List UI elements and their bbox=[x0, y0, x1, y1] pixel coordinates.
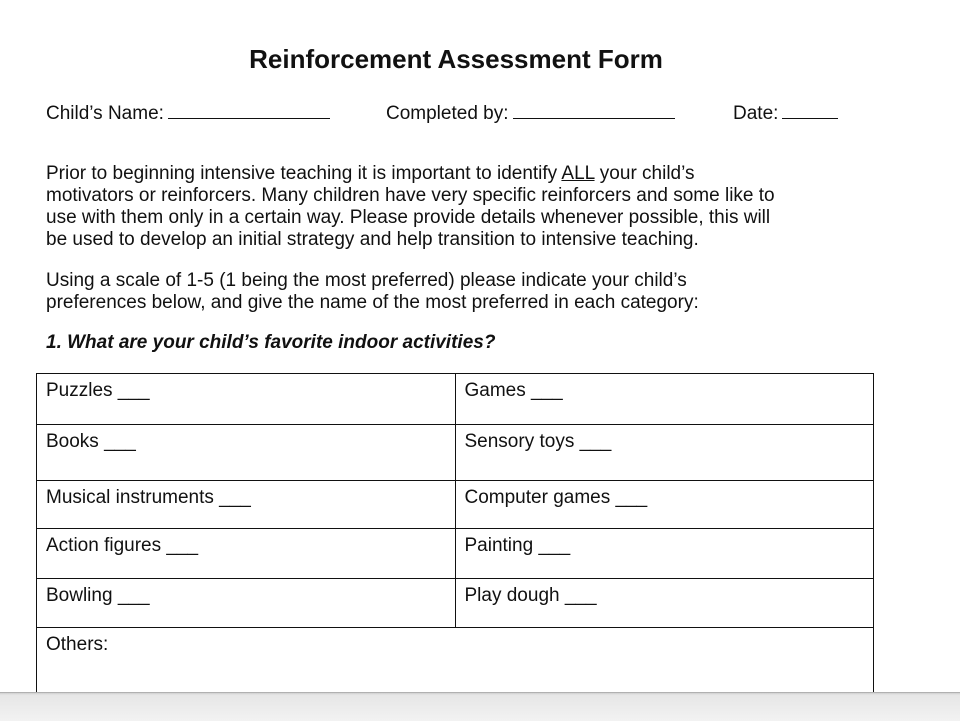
table-cell[interactable]: Musical instruments ___ bbox=[37, 481, 456, 529]
window-bottom-bar bbox=[0, 692, 960, 721]
scale-instructions bbox=[46, 270, 866, 314]
table-row bbox=[37, 481, 874, 529]
intro-text: Prior to beginning intensive teaching it is important to identify bbox=[46, 163, 558, 184]
table-row bbox=[37, 374, 874, 425]
intro-line bbox=[46, 163, 866, 185]
table-row bbox=[37, 425, 874, 481]
table-row bbox=[37, 579, 874, 628]
intro-line: be used to develop an initial strategy and help transition to intensive teaching. bbox=[46, 229, 699, 250]
date-field bbox=[733, 100, 838, 125]
activities-table bbox=[36, 373, 874, 692]
intro-line: motivators or reinforcers. Many children have very specific reinforcers and some like to bbox=[46, 185, 775, 206]
child-name-blank[interactable] bbox=[168, 100, 330, 119]
table-row bbox=[37, 628, 874, 693]
child-name-label: Child’s Name: bbox=[46, 103, 164, 124]
question-1: 1. What are your child’s favorite indoor activities? bbox=[46, 332, 496, 353]
table-cell[interactable]: Sensory toys ___ bbox=[455, 425, 874, 481]
table-cell[interactable]: Games ___ bbox=[455, 374, 874, 425]
completed-by-blank[interactable] bbox=[513, 100, 675, 119]
table-cell[interactable]: Painting ___ bbox=[455, 529, 874, 579]
table-row bbox=[37, 529, 874, 579]
child-name-field bbox=[46, 100, 330, 125]
table-cell[interactable]: Puzzles ___ bbox=[37, 374, 456, 425]
table-cell[interactable]: Action figures ___ bbox=[37, 529, 456, 579]
instruction-line: Using a scale of 1-5 (1 being the most preferred) please indicate your child’s bbox=[46, 270, 687, 291]
intro-text: your child’s bbox=[594, 163, 695, 184]
table-cell[interactable]: Bowling ___ bbox=[37, 579, 456, 628]
completed-by-label: Completed by: bbox=[386, 103, 509, 124]
instruction-line: preferences below, and give the name of the most preferred in each category: bbox=[46, 292, 699, 313]
emphasis-all: ALL bbox=[561, 163, 595, 184]
date-label: Date: bbox=[733, 103, 779, 124]
table-cell[interactable]: Play dough ___ bbox=[455, 579, 874, 628]
completed-by-field bbox=[386, 100, 675, 125]
others-cell[interactable]: Others: bbox=[37, 628, 874, 693]
form-title: Reinforcement Assessment Form bbox=[249, 44, 663, 74]
table-cell[interactable]: Books ___ bbox=[37, 425, 456, 481]
table-cell[interactable]: Computer games ___ bbox=[455, 481, 874, 529]
date-blank[interactable] bbox=[782, 100, 838, 119]
intro-paragraph bbox=[46, 163, 866, 251]
intro-line: use with them only in a certain way. Please provide details whenever possible, this will bbox=[46, 207, 771, 228]
